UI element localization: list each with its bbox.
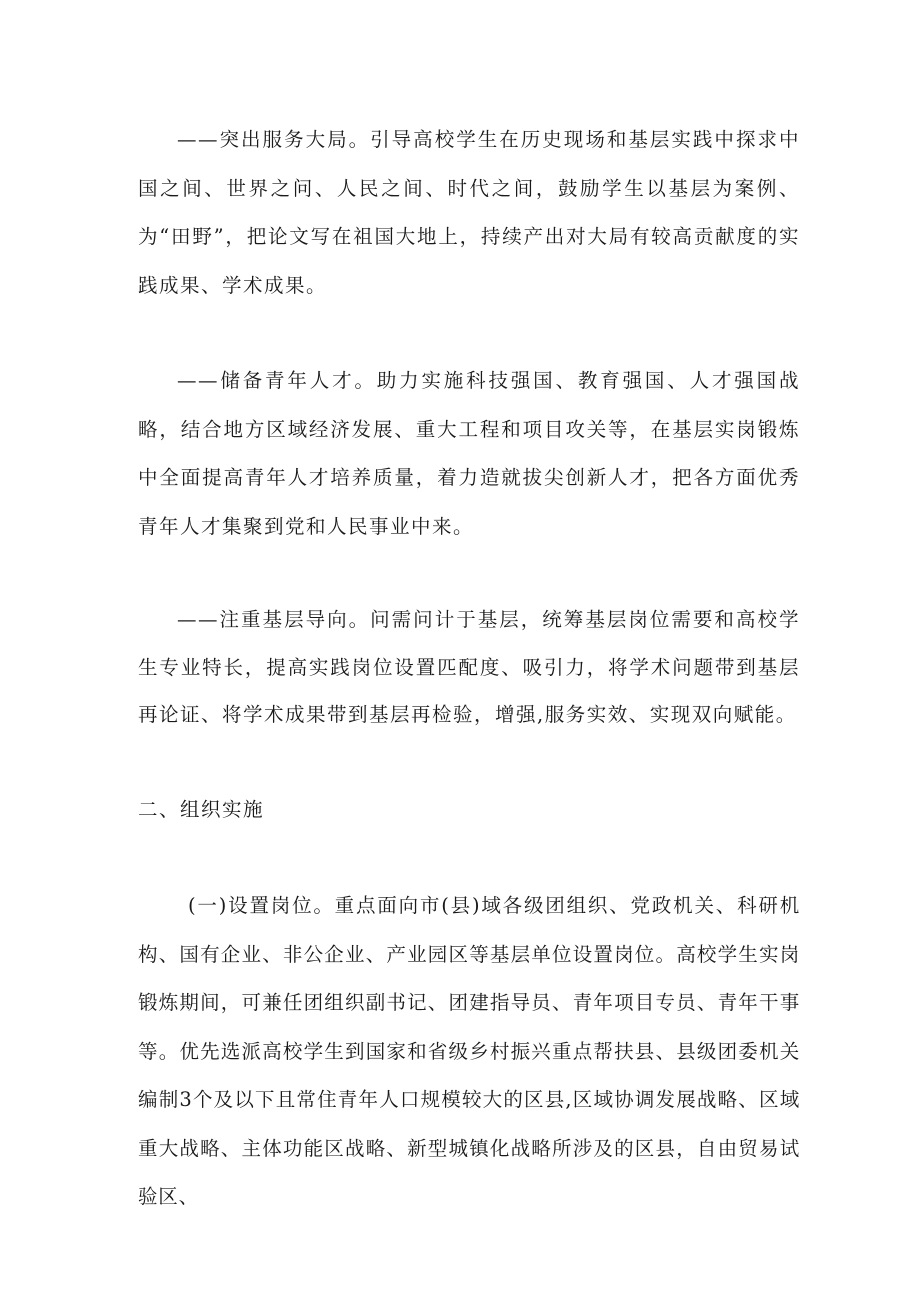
paragraph-serve-overall: ——突出服务大局。引导高校学生在历史现场和基层实践中探求中国之间、世界之问、人民之间、时代之间，鼓励学生以基层为案例、为“田野”，把论文写在祖国大地上，持续产出对大局有较高贡献度的实践成果、学术成果。	[138, 128, 800, 297]
paragraph-set-positions: (一)设置岗位。重点面向市(县)域各级团组织、党政机关、科研机构、国有企业、非公企业、产业园区等基层单位设置岗位。高校学生实岗锻炼期间，可兼任团组织副书记、团建指导员、青年项目专员、青年干事等。优先选派高校学生到国家和省级乡村振兴重点帮扶县、县级团委机关编制3个及以下且常住青年人口规模较大的区县,区域协调发展战略、区域重大战略、主体功能区战略、新型城镇化战略所涉及的区县，自由贸易试验区、	[138, 894, 800, 1208]
section-heading: 二、组织实施	[138, 798, 265, 821]
paragraph-reserve-talent: ——储备青年人才。助力实施科技强国、教育强国、人才强国战略，结合地方区域经济发展、重大工程和项目攻关等，在基层实岗锻炼中全面提高青年人才培养质量，着力造就拔尖创新人才，把各方面优秀青年人才集聚到党和人民事业中来。	[138, 369, 800, 538]
paragraph-grassroots-orientation: ——注重基层导向。问需问计于基层，统筹基层岗位需要和高校学生专业特长，提高实践岗位设置匹配度、吸引力，将学术问题带到基层再论证、将学术成果带到基层再检验，增强,服务实效、实现双向赋能。	[138, 608, 800, 726]
